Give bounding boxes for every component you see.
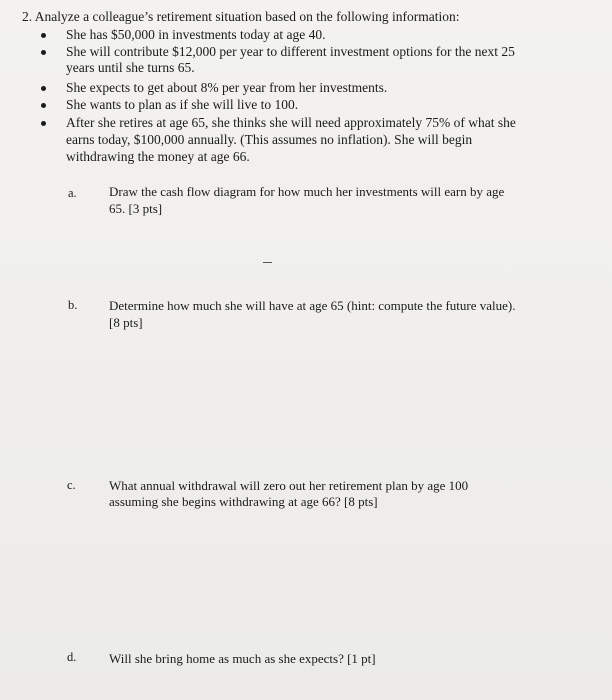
bullet-dot bbox=[41, 121, 46, 126]
bullet-dot bbox=[41, 103, 46, 108]
bullet-dot bbox=[41, 50, 46, 55]
part-d-letter: d. bbox=[67, 650, 77, 664]
bullet-1-line-1: She has $50,000 in investments today at age 40. bbox=[66, 27, 326, 42]
bullet-dot bbox=[41, 33, 46, 38]
part-b-letter: b. bbox=[68, 298, 78, 312]
bullet-5-line-1: After she retires at age 65, she thinks she will need approximately 75% of what she bbox=[66, 115, 516, 130]
bullet-2-line-1: She will contribute $12,000 per year to different investment options for the next 25 bbox=[66, 44, 515, 59]
pencil-mark bbox=[263, 262, 272, 263]
part-c-line-2: assuming she begins withdrawing at age 66? [8 pts] bbox=[109, 494, 378, 509]
bullet-4-line-1: She wants to plan as if she will live to 100. bbox=[66, 97, 299, 112]
part-b-line-1: Determine how much she will have at age 65 (hint: compute the future value). bbox=[109, 298, 516, 313]
question-title: 2. Analyze a colleague’s retirement situation based on the following information: bbox=[22, 9, 460, 24]
bullet-5-line-2: earns today, $100,000 annually. (This assumes no inflation). She will begin bbox=[66, 132, 473, 147]
bullet-2-line-2: years until she turns 65. bbox=[66, 60, 195, 75]
part-b-line-2: [8 pts] bbox=[109, 315, 143, 330]
part-a-line-2: 65. [3 pts] bbox=[109, 201, 163, 216]
part-a-letter: a. bbox=[68, 186, 77, 200]
part-c-line-1: What annual withdrawal will zero out her retirement plan by age 100 bbox=[109, 478, 469, 493]
part-a-line-1: Draw the cash flow diagram for how much her investments will earn by age bbox=[109, 184, 505, 199]
bullet-dot bbox=[41, 86, 46, 91]
bullet-5-line-3: withdrawing the money at age 66. bbox=[66, 149, 250, 164]
part-c-letter: c. bbox=[67, 478, 76, 492]
part-d-line-1: Will she bring home as much as she expects? [1 pt] bbox=[109, 651, 376, 666]
bullet-3-line-1: She expects to get about 8% per year from her investments. bbox=[66, 80, 388, 95]
